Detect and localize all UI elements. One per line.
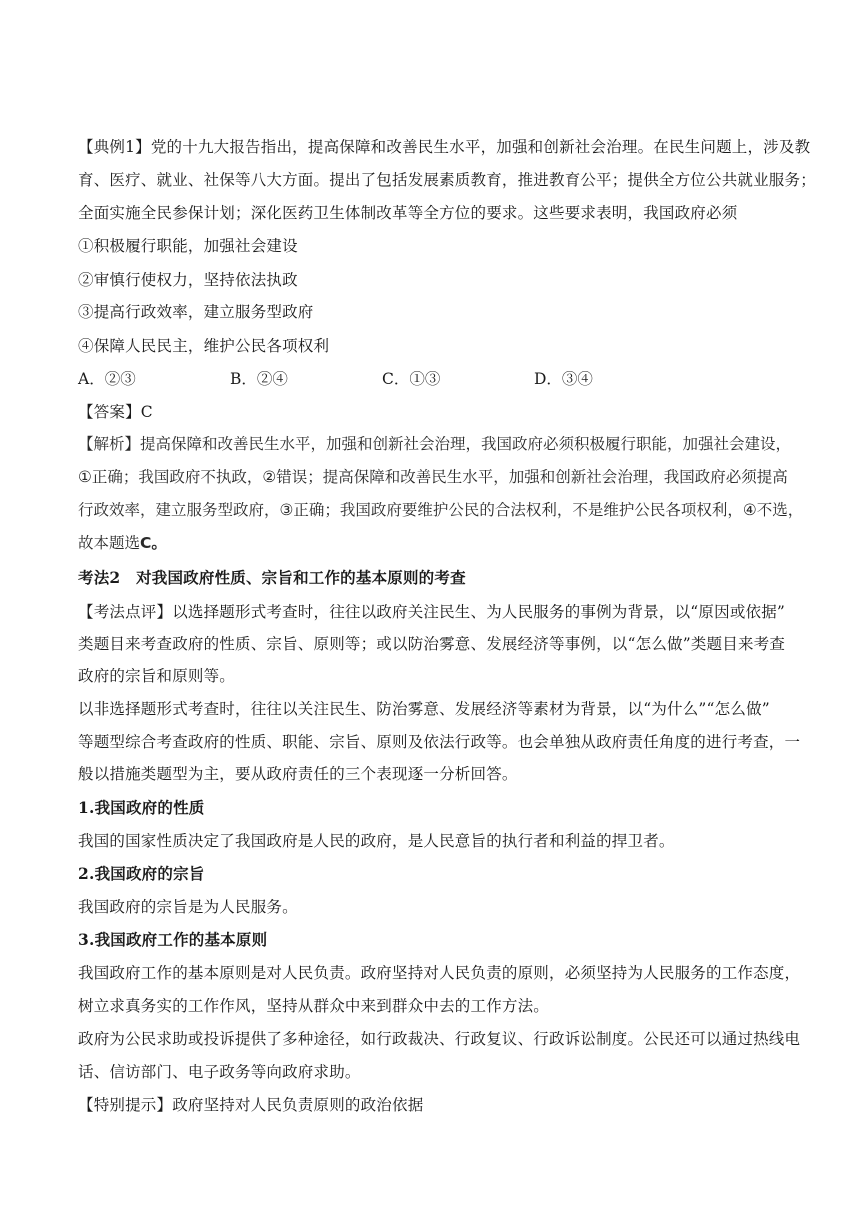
- subheading-nature: 1.我国政府的性质: [78, 798, 205, 817]
- paragraph-nature: 我国的国家性质决定了我国政府是人民的政府，是人民意旨的执行者和利益的捍卫者。: [78, 832, 675, 850]
- analysis-conclusion-answer: C。: [140, 534, 167, 552]
- example-item-4: ④保障人民民主，维护公民各项权利: [78, 337, 330, 355]
- example-question-line-3: 全面实施全民参保计划；深化医药卫生体制改革等全方位的要求。这些要求表明，我国政府必须: [78, 204, 738, 222]
- principle-line-4: 话、信访部门、电子政务等向政府求助。: [78, 1063, 361, 1081]
- option-a: A．②③: [78, 370, 136, 388]
- example-item-1: ①积极履行职能，加强社会建设: [78, 237, 298, 255]
- option-c: C．①③: [382, 370, 441, 388]
- subheading-purpose: 2.我国政府的宗旨: [78, 864, 205, 883]
- section-heading: 考法2 对我国政府性质、宗旨和工作的基本原则的考查: [78, 568, 466, 587]
- analysis-line-3: 行政效率，建立服务型政府，③正确；我国政府要维护公民的合法权利，不是维护公民各项权利，④不选，: [78, 501, 804, 519]
- analysis-line-1: 【解析】提高保障和改善民生水平，加强和创新社会治理，我国政府必须积极履行职能，加强社会建设，: [78, 435, 792, 453]
- analysis-line-2: ①正确；我国政府不执政，②错误；提高保障和改善民生水平，加强和创新社会治理，我国政府必须提高: [78, 468, 788, 486]
- principle-line-2: 树立求真务实的工作作风，坚持从群众中来到群众中去的工作方法。: [78, 997, 550, 1015]
- principle-line-1: 我国政府工作的基本原则是对人民负责。政府坚持对人民负责的原则，必须坚持为人民服务的工作态度，: [78, 964, 801, 982]
- special-tip: 【特别提示】政府坚持对人民负责原则的政治依据: [78, 1096, 424, 1114]
- paragraph-purpose: 我国政府的宗旨是为人民服务。: [78, 898, 298, 916]
- example-question-line-2: 育、医疗、就业、社保等八大方面。提出了包括发展素质教育，推进教育公平；提供全方位公共就业服务；: [78, 171, 816, 189]
- comment-line-4: 以非选择题形式考查时，往往以关注民生、防治雾意、发展经济等素材为背景，以“为什么”“怎么做”: [78, 700, 770, 718]
- comment-line-3: 政府的宗旨和原则等。: [78, 667, 236, 685]
- principle-line-3: 政府为公民求助或投诉提供了多种途径，如行政裁决、行政复议、行政诉讼制度。公民还可以通过热线电: [78, 1030, 801, 1048]
- example-item-2: ②审慎行使权力，坚持依法执政: [78, 271, 298, 289]
- comment-line-1: 【考法点评】以选择题形式考查时，往往以政府关注民生、为人民服务的事例为背景，以“原因或依据”: [78, 603, 786, 621]
- answer: 【答案】C: [78, 403, 153, 421]
- example-item-3: ③提高行政效率，建立服务型政府: [78, 303, 314, 321]
- comment-line-6: 般以措施类题型为主，要从政府责任的三个表现逐一分析回答。: [78, 765, 518, 783]
- comment-line-2: 类题目来考查政府的性质、宗旨、原则等；或以防治雾意、发展经济等事例，以“怎么做”类题目来考查: [78, 635, 786, 653]
- comment-line-5: 等题型综合考查政府的性质、职能、宗旨、原则及依法行政等。也会单独从政府责任角度的进行考查，一: [78, 733, 801, 751]
- analysis-conclusion-prefix: 故本题选: [78, 534, 141, 552]
- option-d: D．③④: [534, 370, 593, 388]
- example-question-line-1: 【典例1】党的十九大报告指出，提高保障和改善民生水平，加强和创新社会治理。在民生问题上，涉及教: [78, 138, 811, 156]
- analysis-line-4: [78, 531, 790, 555]
- subheading-principle: 3.我国政府工作的基本原则: [78, 930, 268, 949]
- option-b: B．②④: [230, 370, 288, 388]
